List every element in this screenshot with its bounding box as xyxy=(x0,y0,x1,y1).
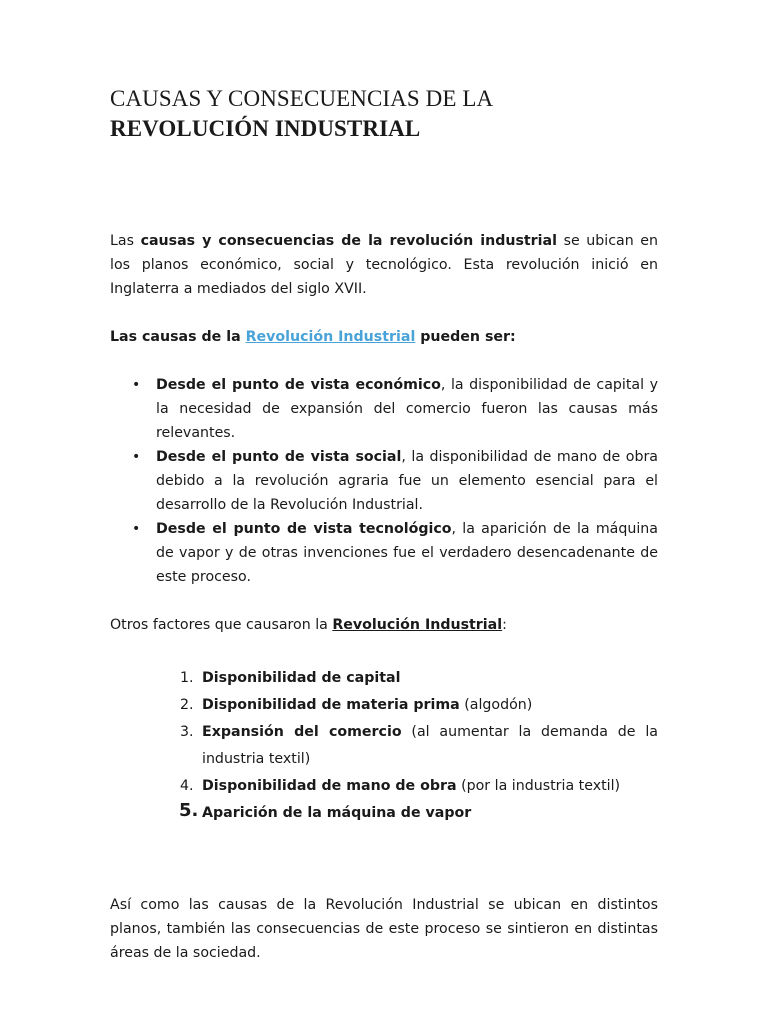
bullet-icon: • xyxy=(132,377,141,393)
bullet-icon: • xyxy=(132,521,141,537)
causes-heading-pre: Las causas de la xyxy=(110,329,246,345)
item-number: 2. xyxy=(180,697,194,713)
causes-heading-post: pueden ser: xyxy=(415,329,516,345)
factor-bold: Aparición de la máquina de vapor xyxy=(202,805,472,821)
causes-list xyxy=(110,373,658,589)
factor-text: (por la industria textil) xyxy=(456,778,621,794)
revolucion-industrial-link[interactable]: Revolución Industrial xyxy=(245,329,416,345)
causes-heading xyxy=(110,325,658,349)
list-item xyxy=(132,517,658,589)
bullet-text: , la disponibilidad de mano de obra debido a la revolución agraria fue un elemento esencial para el desarrollo de la Revolución Industrial. xyxy=(156,449,659,513)
title-line-2: REVOLUCIÓN INDUSTRIAL xyxy=(110,116,421,141)
factor-bold: Disponibilidad de capital xyxy=(202,670,401,686)
factor-bold: Disponibilidad de mano de obra xyxy=(202,778,457,794)
other-factors-emph: Revolución Industrial xyxy=(332,617,503,633)
factor-bold: Expansión del comercio xyxy=(202,724,402,740)
factor-bold: Disponibilidad de materia prima xyxy=(202,697,460,713)
bullet-bold: Desde el punto de vista social xyxy=(156,449,402,465)
item-number: 1. xyxy=(180,670,194,686)
factors-list xyxy=(110,665,658,827)
bullet-text: , la aparición de la máquina de vapor y de otras invenciones fue el verdadero desencadenante de este proceso. xyxy=(156,521,658,585)
list-item xyxy=(132,445,659,517)
intro-post: se ubican en los planos económico, social y tecnológico. Esta revolución inició en Inglaterra a mediados del siglo XVII. xyxy=(110,233,659,297)
list-item xyxy=(180,665,658,692)
other-factors-paragraph xyxy=(110,613,658,637)
other-factors-pre: Otros factores que causaron la xyxy=(110,617,333,633)
list-item xyxy=(179,800,658,827)
closing-paragraph: Así como las causas de la Revolución Industrial se ubican en distintos planos, también las consecuencias de este proceso se sintieron en distintas áreas de la sociedad. xyxy=(110,897,658,961)
item-number: 3. xyxy=(180,724,194,740)
factor-text: (algodón) xyxy=(459,697,533,713)
bullet-bold: Desde el punto de vista tecnológico xyxy=(156,521,452,537)
intro-paragraph xyxy=(110,229,658,301)
list-item xyxy=(132,373,658,445)
title-line-1: CAUSAS Y CONSECUENCIAS DE LA xyxy=(110,86,494,111)
document-page xyxy=(110,84,658,965)
list-item xyxy=(180,773,658,800)
item-number: 4. xyxy=(180,778,194,794)
bullet-bold: Desde el punto de vista económico xyxy=(156,377,441,393)
intro-pre: Las xyxy=(110,233,141,249)
factor-text: (al aumentar la demanda de la industria textil) xyxy=(202,724,658,767)
bullet-text: , la disponibilidad de capital y la necesidad de expansión del comercio fueron las causas más relevantes. xyxy=(156,377,658,441)
page-title xyxy=(110,84,658,144)
intro-bold: causas y consecuencias de la revolución industrial xyxy=(140,233,557,249)
item-number: 5. xyxy=(179,800,199,821)
list-item xyxy=(180,692,658,719)
list-item xyxy=(180,719,658,773)
other-factors-post: : xyxy=(502,617,507,633)
bullet-icon: • xyxy=(132,449,141,465)
